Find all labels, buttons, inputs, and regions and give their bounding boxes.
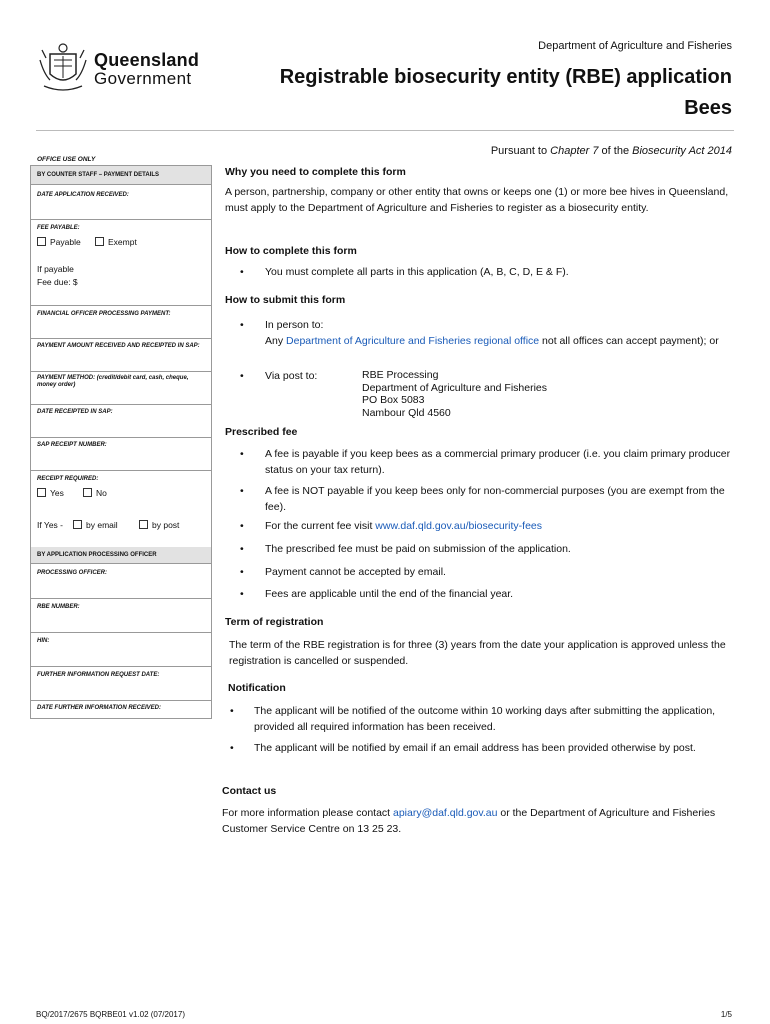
fee-payable-section	[31, 219, 211, 306]
fee-bullet-3	[265, 519, 735, 535]
org-name-line2: Government	[94, 69, 192, 88]
further-received-section	[31, 700, 211, 718]
address-line1: RBE Processing	[362, 369, 439, 381]
exempt-option	[95, 237, 137, 247]
rbe-number-section	[31, 598, 211, 633]
term-body: The term of the RBE registration is for three (3) years from the date your application is approved unless the registration is cancelled or suspended.	[229, 639, 726, 667]
payable-option	[37, 237, 81, 247]
why-heading: Why you need to complete this form	[225, 166, 406, 178]
coat-of-arms-icon	[36, 40, 90, 96]
further-request-label: FURTHER INFORMATION REQUEST DATE:	[37, 672, 160, 678]
bullet: •	[240, 319, 244, 331]
fee-bullet-1: A fee is payable if you keep bees as a commercial primary producer (i.e. you claim primary producer status on your tax return).	[265, 448, 731, 476]
contact-body	[222, 806, 735, 837]
department-name: Department of Agriculture and Fisheries	[538, 40, 732, 52]
payment-amount-section	[31, 338, 211, 372]
payment-method-section	[31, 371, 211, 405]
processing-officer-section	[31, 564, 211, 599]
fee-bullet-4: The prescribed fee must be paid on submission of the application.	[265, 543, 571, 555]
fee-visit-text: For the current fee visit	[265, 520, 376, 532]
how-complete-heading: How to complete this form	[225, 245, 357, 257]
header-divider	[36, 130, 734, 131]
payable-checkbox[interactable]	[37, 237, 46, 246]
office-use-panel	[30, 165, 212, 719]
payment-amount-label: PAYMENT AMOUNT RECEIVED AND RECEIPTED IN SAP:	[37, 343, 200, 349]
by-email-checkbox[interactable]	[73, 520, 82, 529]
apiary-email-link[interactable]: apiary@daf.qld.gov.au	[393, 807, 498, 819]
by-post-label: by post	[152, 520, 180, 530]
exempt-label: Exempt	[108, 237, 137, 247]
in-person-detail	[265, 334, 735, 350]
contact-heading: Contact us	[222, 785, 277, 797]
pursuant-prefix: Pursuant to	[490, 145, 551, 157]
notification-bullet-2: The applicant will be notified by email if an email address has been provided otherwise by post.	[254, 742, 696, 754]
date-received-section	[31, 185, 211, 220]
no-checkbox[interactable]	[83, 488, 92, 497]
bullet: •	[240, 566, 244, 578]
yes-option	[37, 488, 64, 498]
bullet: •	[240, 520, 244, 532]
sap-receipt-label: SAP RECEIPT NUMBER:	[37, 442, 107, 448]
bullet: •	[230, 705, 234, 717]
page-number: 1/5	[720, 1010, 732, 1019]
receipt-required-label: RECEIPT REQUIRED:	[37, 476, 99, 482]
by-email-label: by email	[86, 520, 118, 530]
any-text: Any	[265, 334, 287, 347]
rbe-number-label: RBE NUMBER:	[37, 604, 80, 610]
address-line4: Nambour Qld 4560	[362, 406, 451, 419]
sap-receipt-section	[31, 437, 211, 471]
fee-payable-label: FEE PAYABLE:	[37, 225, 80, 231]
if-yes-label: If Yes -	[37, 520, 63, 530]
fee-bullet-6: Fees are applicable until the end of the financial year.	[265, 588, 514, 600]
bullet: •	[240, 588, 244, 600]
bullet: •	[240, 266, 244, 278]
counter-staff-header: BY COUNTER STAFF – PAYMENT DETAILS	[31, 166, 211, 185]
document-code: BQ/2017/2675 BQRBE01 v1.02 (07/2017)	[36, 1010, 185, 1019]
by-post-checkbox[interactable]	[139, 520, 148, 529]
pursuant-act: Biosecurity Act 2014	[632, 145, 732, 157]
financial-officer-section	[31, 305, 211, 339]
in-person-item	[265, 318, 735, 349]
fee-bullet-2: A fee is NOT payable if you keep bees only for non-commercial purposes (you are exempt from the fee).	[265, 485, 725, 513]
pursuant-chapter: Chapter 7	[550, 145, 599, 157]
pursuant-mid: of the	[598, 145, 633, 157]
bullet: •	[230, 742, 234, 754]
further-received-label: DATE FURTHER INFORMATION RECEIVED:	[37, 705, 161, 711]
contact-prefix: For more information please contact	[222, 807, 393, 819]
how-submit-heading: How to submit this form	[225, 294, 346, 306]
exempt-checkbox[interactable]	[95, 237, 104, 246]
processing-officer-label: PROCESSING OFFICER:	[37, 570, 108, 576]
date-receipted-label: DATE RECEIPTED IN SAP:	[37, 409, 113, 415]
queensland-government-logo	[36, 40, 206, 96]
fee-due-label: Fee due: $	[37, 277, 78, 287]
financial-officer-label: FINANCIAL OFFICER PROCESSING PAYMENT:	[37, 311, 171, 317]
contact-suffix: or the Department of Agriculture and Fisheries Customer Service Centre on 13 25 23.	[222, 807, 716, 835]
postal-address	[362, 369, 547, 419]
no-label: No	[96, 488, 107, 498]
further-request-section	[31, 666, 211, 701]
address-line3: PO Box 5083	[362, 394, 425, 406]
payment-method-label: PAYMENT METHOD: (credit/debit card, cash, cheque, money order)	[37, 375, 189, 388]
why-body: A person, partnership, company or other entity that owns or keeps one (1) or more bee hives in Queensland, must apply to the Department of Agriculture and Fisheries to register as a biosecurity entity.	[225, 186, 729, 214]
term-heading: Term of registration	[225, 616, 324, 628]
how-complete-bullet: You must complete all parts in this application (A, B, C, D, E & F).	[265, 266, 569, 278]
title-line1: Registrable biosecurity entity (RBE) application	[279, 66, 732, 88]
pursuant-line	[491, 145, 732, 157]
no-option	[83, 488, 107, 498]
in-person-label: In person to:	[265, 319, 324, 331]
fee-bullet-5: Payment cannot be accepted by email.	[265, 566, 446, 578]
fee-heading: Prescribed fee	[225, 426, 298, 438]
notification-heading: Notification	[228, 682, 286, 694]
by-post-option	[139, 520, 179, 530]
bullet: •	[240, 543, 244, 555]
bullet: •	[240, 485, 244, 497]
office-rest-text: not all offices can accept payment); or	[539, 334, 719, 347]
page-title	[280, 62, 732, 124]
biosecurity-fees-link[interactable]: www.daf.qld.gov.au/biosecurity-fees	[375, 520, 543, 532]
regional-office-link[interactable]: Department of Agriculture and Fisheries regional office	[286, 334, 540, 347]
bullet: •	[240, 448, 244, 460]
receipt-required-section	[31, 470, 211, 548]
via-post-label: Via post to:	[265, 370, 318, 382]
hin-label: HIN:	[37, 638, 50, 644]
if-payable-label: If payable	[37, 264, 74, 274]
payable-label: Payable	[50, 237, 81, 247]
by-email-option	[73, 520, 118, 530]
date-received-label: DATE APPLICATION RECEIVED:	[37, 192, 129, 198]
address-line2: Department of Agriculture and Fisheries	[362, 381, 548, 394]
hin-section	[31, 632, 211, 667]
title-line2: Bees	[684, 97, 732, 119]
yes-checkbox[interactable]	[37, 488, 46, 497]
org-name-line1: Queensland	[94, 50, 200, 70]
office-use-title: OFFICE USE ONLY	[37, 156, 96, 163]
date-receipted-section	[31, 404, 211, 438]
processing-officer-header: BY APPLICATION PROCESSING OFFICER	[31, 547, 211, 564]
yes-label: Yes	[50, 488, 64, 498]
bullet: •	[240, 370, 244, 382]
notification-bullet-1: The applicant will be notified of the outcome within 10 working days after submitting the application, provided all required information has been received.	[254, 705, 716, 733]
